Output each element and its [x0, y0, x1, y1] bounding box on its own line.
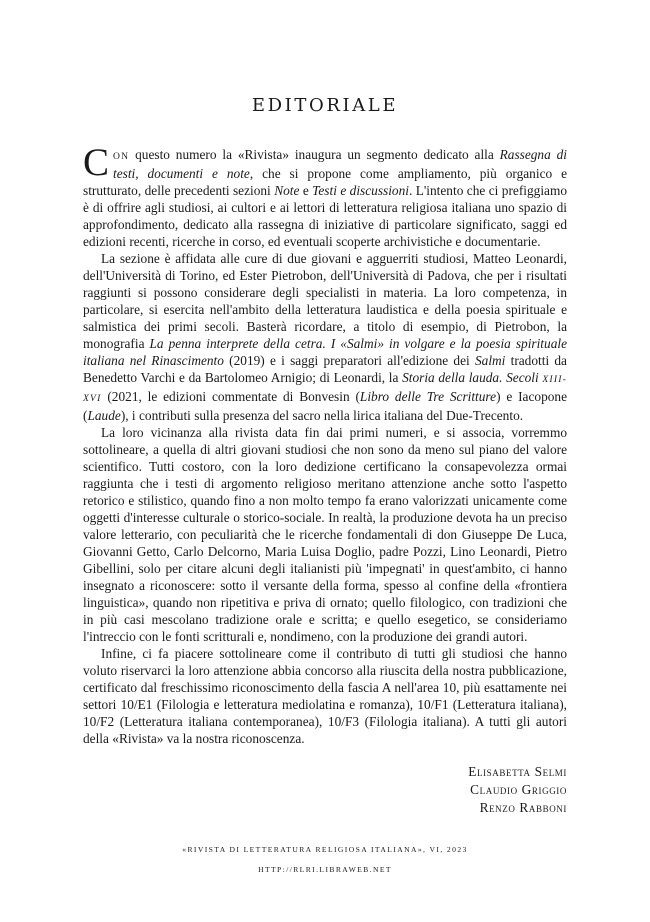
signature-name: Claudio Griggio [470, 782, 567, 797]
page-footer [0, 840, 650, 880]
footer-url: HTTP://RLRI.LIBRAWEB.NET [258, 865, 392, 874]
paragraph-1: CON questo numero la «Rivista» inaugura un segmento dedicato alla Rassegna di testi, documenti e note, che si propone come ampliamento, più organico e strutturato, delle precedenti sezioni Note e Testi e discussioni. L'intento che ci prefiggiamo è di offrire agli studiosi, ai cultori e ai lettori di letteratura religiosa italiana uno spazio di approfondimento, dedicato alla rassegna di iniziative di particolare significato, saggi ed edizioni recenti, ricerche in corso, ed eventuali scoperte archivistiche e documentarie. [83, 141, 568, 249]
page-title: EDITORIALE [251, 95, 399, 116]
footer-journal: «RIVISTA DI LETTERATURA RELIGIOSA ITALIANA», VI, 2023 [182, 845, 468, 854]
signatures [83, 763, 567, 817]
paragraph-3: La loro vicinanza alla rivista data fin dai primi numeri, e si associa, vorremmo sottolineare, a quella di altri giovani studiosi che non sono da meno sul piano del valore scientifico. Tutti costoro, con la loro dedizione certificano la consapevolezza ormai raggiunta che i testi di argomento religioso meritano attenzione anche sotto l'aspetto retorico e stilistico, quando fino a non molto tempo fa erano valorizzati unicamente come oggetti d'interesse culturale o storico-sociale. In realtà, la produzione devota ha un preciso valore letterario, con peculiarità che le ricerche fondamentali di don Giuseppe De Luca, Giovanni Getto, Carlo Delcorno, Maria Luisa Doglio, padre Pozzi, Lino Leonardi, Pietro Gibellini, solo per citare alcuni degli italianisti più 'impegnati' in quest'ambito, ci hanno insegnato a riconoscere: sotto il versante della forma, spesso al confine della «frontiera linguistica», quando non ripetitiva e priva di ornato; quello filologico, con tradizioni che in più casi mescolano tradizione orale e scritta; e quello esegetico, se consideriamo l'intreccio con le fonti scritturali e, nondimeno, con la produzione dei grandi autori. [83, 425, 567, 644]
drop-cap: C [83, 141, 110, 184]
paragraph-2: La sezione è affidata alle cure di due giovani e agguerriti studiosi, Matteo Leonardi, dell'Università di Torino, ed Ester Pietrobon, dell'Università di Padova, che per i risultati raggiunti si possono considerare degli specialisti in materia. La loro competenza, in particolare, si esercita nell'ambito della letteratura laudistica e della poesia spirituale e salmistica dei primi secoli. Basterà ricordare, a titolo di esempio, di Pietrobon, la monografia La penna interprete della cetra. I «Salmi» in volgare e la poesia spirituale italiana nel Rinascimento (2019) e i saggi preparatori all'edizione dei Salmi tradotti da Benedetto Varchi e da Bartolomeo Arnigio; di Leonardi, la Storia della lauda. Secoli XIII-XVI (2021, le edizioni commentate di Bonvesin (Libro delle Tre Scritture) e Iacopone (Laude), i contributi sulla presenza del sacro nella lirica italiana del Due-Trecento. [83, 251, 568, 423]
signature-name: Elisabetta Selmi [468, 764, 567, 779]
first-word: ON [113, 151, 130, 162]
signature-name: Renzo Rabboni [479, 800, 567, 815]
paragraph-4: Infine, ci fa piacere sottolineare come il contributo di tutti gli studiosi che hanno voluto riservarci la loro attenzione abbia concorso alla riuscita della nostra pubblicazione, certificato dal freschissimo riconoscimento della fascia A nell'area 10, più esattamente nei settori 10/E1 (Filologia e letteratura mediolatina e romanza), 10/F1 (Letteratura italiana), 10/F2 (Letteratura italiana contemporanea), 10/F3 (Filologia italiana). A tutti gli autori della «Rivista» va la nostra riconoscenza. [83, 646, 567, 746]
editorial-body [83, 141, 568, 747]
